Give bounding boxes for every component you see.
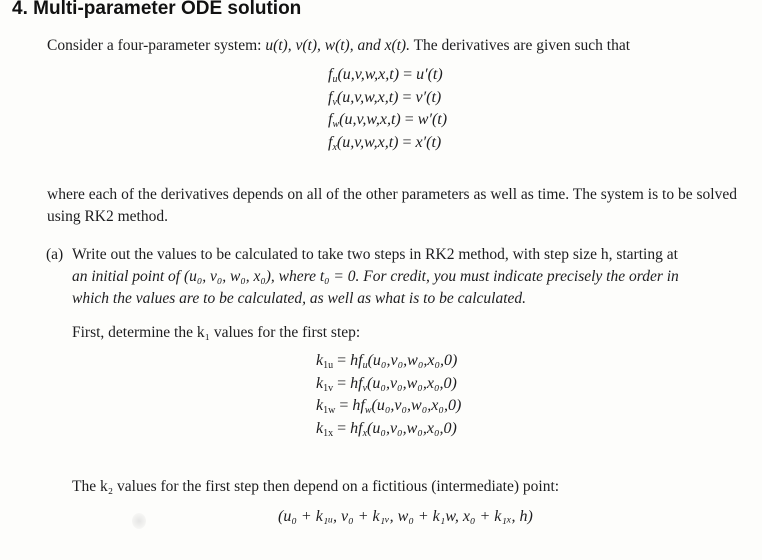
scan-smudge (132, 513, 146, 529)
k-sub: 1u (323, 360, 334, 371)
k1-equation-u (316, 350, 461, 373)
f-sub: v (362, 382, 368, 394)
eq-rhs: v′(t) (415, 88, 442, 106)
equals: = (333, 374, 351, 392)
part-a (46, 244, 736, 310)
equals: = (335, 397, 353, 414)
k2-intro: The k₂ values for the first step then depend on a fictitious (intermediate) point: (72, 478, 560, 495)
args: (u₀,v₀,w₀,x₀,0) (367, 352, 458, 369)
eq-rhs: x′(t) (415, 133, 442, 151)
system-equation-v: $f_v(u,v,w,x,t) = v'(t)$ (328, 88, 442, 108)
k1-intro: First, determine the k₁ values for the first step: (72, 324, 361, 341)
eq-args: (u,v,w,x,t) (337, 66, 400, 83)
k1-equation-v (316, 373, 461, 396)
system-equations (328, 64, 447, 154)
part-a-line-3: which the values are to be calculated, as well as what is to be calculated. (72, 290, 527, 307)
intro-params: u(t), v(t), w(t), and x(t). (265, 37, 410, 54)
eq-args: (u,v,w,x,t) (336, 88, 399, 106)
h-symbol: h (350, 419, 359, 437)
args: (u₀,v₀,w₀,x₀,0) (367, 374, 457, 392)
k-sub: 1v (323, 382, 334, 394)
args: (u₀,v₀,w₀,x₀,0) (367, 419, 457, 437)
intro-paragraph (47, 35, 737, 57)
eq-rhs: u′(t) (416, 66, 443, 83)
part-a-text (72, 244, 736, 310)
section-title: Multi-parameter ODE solution (33, 0, 302, 19)
f-sub: x (362, 427, 368, 439)
k-sub: 1x (323, 427, 334, 439)
system-equation-w: $f_w(u,v,w,x,t) = w'(t)$ (328, 111, 448, 130)
f-symbol: f (358, 374, 363, 392)
section-number: 4. (12, 0, 28, 19)
k1-equation-x (316, 418, 461, 441)
eq-func: f (328, 88, 333, 106)
k-symbol: k (316, 397, 324, 414)
args: (u₀,v₀,w₀,x₀,0) (371, 397, 462, 414)
f-sub: u (362, 360, 368, 371)
k1-equation-w (316, 395, 461, 418)
eq-sub: v (332, 96, 337, 108)
part-a-line-1: Write out the values to be calculated to take two steps in RK2 method, with step size h, starting at (72, 246, 678, 263)
eq-sub: w (332, 119, 340, 130)
eq-args: (u,v,w,x,t) (339, 111, 401, 128)
eq-func: f (328, 111, 333, 128)
f-symbol: f (358, 419, 363, 437)
description-paragraph: where each of the derivatives depends on all of the other parameters as well as time. The system is to be solved using RK2 method. (47, 186, 737, 225)
h-symbol: h (350, 374, 359, 392)
eq-args: (u,v,w,x,t) (336, 133, 399, 151)
system-equation-u: $f_u(u,v,w,x,t) = u'(t)$ (328, 66, 443, 85)
intro-text-before: Consider a four-parameter system: (47, 37, 266, 54)
eq-func: f (328, 133, 333, 151)
f-symbol: f (360, 397, 365, 414)
eq-sub: u (332, 74, 338, 85)
part-a-line-2: an initial point of (u₀, v₀, w₀, x₀), where t₀ = 0. For credit, you must indicate precisely the order in (72, 268, 679, 285)
eq-rhs: w′(t) (417, 111, 448, 128)
intro-text-after: The derivatives are given such that (409, 37, 631, 54)
eq-func: f (328, 66, 333, 83)
section-heading (12, 0, 301, 20)
k-symbol: k (316, 352, 324, 369)
part-a-label: (a) (46, 246, 64, 263)
equals: = (333, 419, 351, 437)
system-equation-x: $f_x(u,v,w,x,t) = x'(t)$ (328, 133, 442, 153)
f-symbol: f (358, 352, 363, 369)
h-symbol: h (352, 397, 361, 414)
k-symbol: k (316, 374, 324, 392)
eq-sub: x (332, 141, 337, 153)
k-sub: 1w (323, 405, 336, 416)
h-symbol: h (350, 352, 359, 369)
intermediate-point: (u₀ + k₁ᵤ, v₀ + k₁ᵥ, w₀ + k₁w, x₀ + k₁ₓ, h) (278, 508, 533, 525)
equals: = (333, 352, 351, 369)
k1-equations (316, 350, 461, 440)
k-symbol: k (316, 419, 324, 437)
f-sub: w (364, 405, 372, 416)
